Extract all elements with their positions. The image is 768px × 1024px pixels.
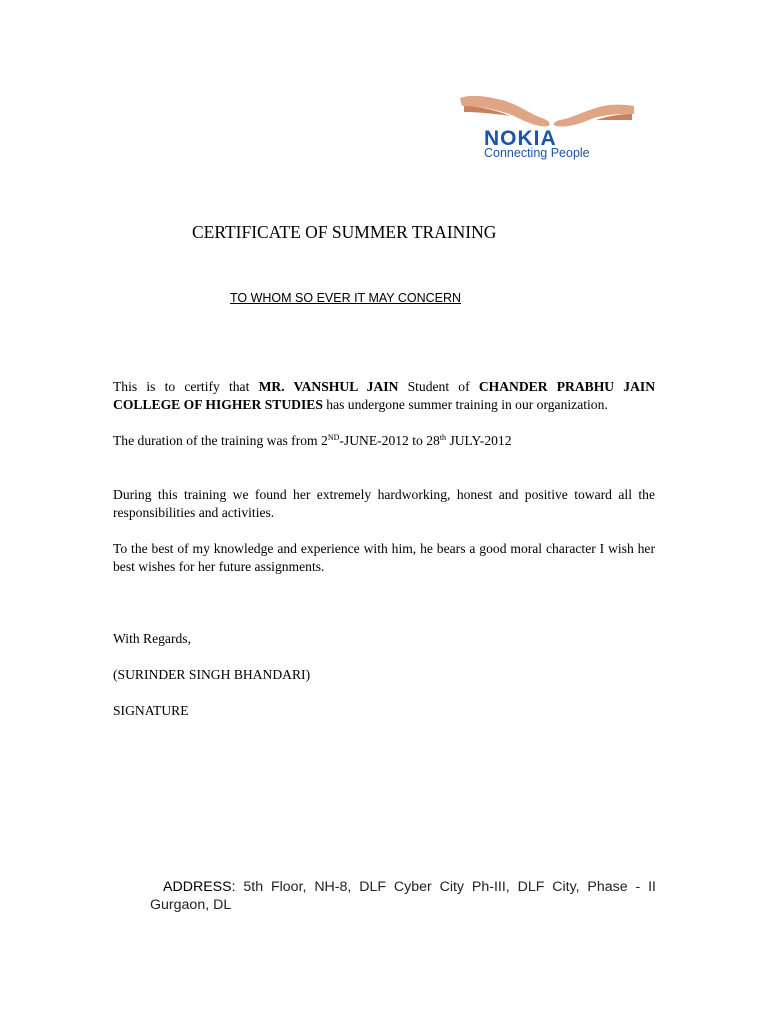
salutation-line: TO WHOM SO EVER IT MAY CONCERN xyxy=(230,291,462,305)
closing-line: With Regards, xyxy=(113,631,191,646)
nokia-logo xyxy=(458,92,636,164)
handshake-icon xyxy=(458,92,636,132)
start-date-suffix: ND xyxy=(327,433,340,442)
certify-lead: This is to certify that xyxy=(113,379,259,394)
duration-mid: -JUNE-2012 to 28 xyxy=(339,433,440,448)
duration-line xyxy=(113,432,655,450)
certify-tail: has undergone summer training in our organization. xyxy=(322,397,608,412)
address-text: 5th Floor, NH-8, DLF Cyber City Ph-III, DLF City, Phase - II Gurgaon, DL xyxy=(150,879,656,913)
certify-mid: Student of xyxy=(398,379,479,394)
college-name: CHANDER PRABHU JAIN COLLEGE OF HIGHER STUDIES xyxy=(113,379,656,412)
signature-label: SIGNATURE xyxy=(113,703,189,718)
logo-tagline: Connecting People xyxy=(484,146,590,160)
performance-paragraph: During this training we found her extremely hardworking, honest and positive toward all the responsibilities and activities. xyxy=(113,487,655,520)
address-label: ADDRESS: xyxy=(163,879,236,895)
logo-wordmark: NOKIA xyxy=(484,127,557,150)
certify-paragraph xyxy=(113,378,655,414)
duration-lead: The duration of the training was from 2 xyxy=(113,433,328,448)
character-paragraph: To the best of my knowledge and experience with him, he bears a good moral character I wish her best wishes for her future assignments. xyxy=(113,541,655,574)
certificate-title: CERTIFICATE OF SUMMER TRAINING xyxy=(192,222,497,242)
address-block xyxy=(150,878,656,914)
student-name: MR. VANSHUL JAIN xyxy=(258,379,399,394)
signatory-name: (SURINDER SINGH BHANDARI) xyxy=(113,667,311,682)
duration-tail: JULY-2012 xyxy=(446,433,512,448)
end-date-suffix: th xyxy=(439,433,447,442)
